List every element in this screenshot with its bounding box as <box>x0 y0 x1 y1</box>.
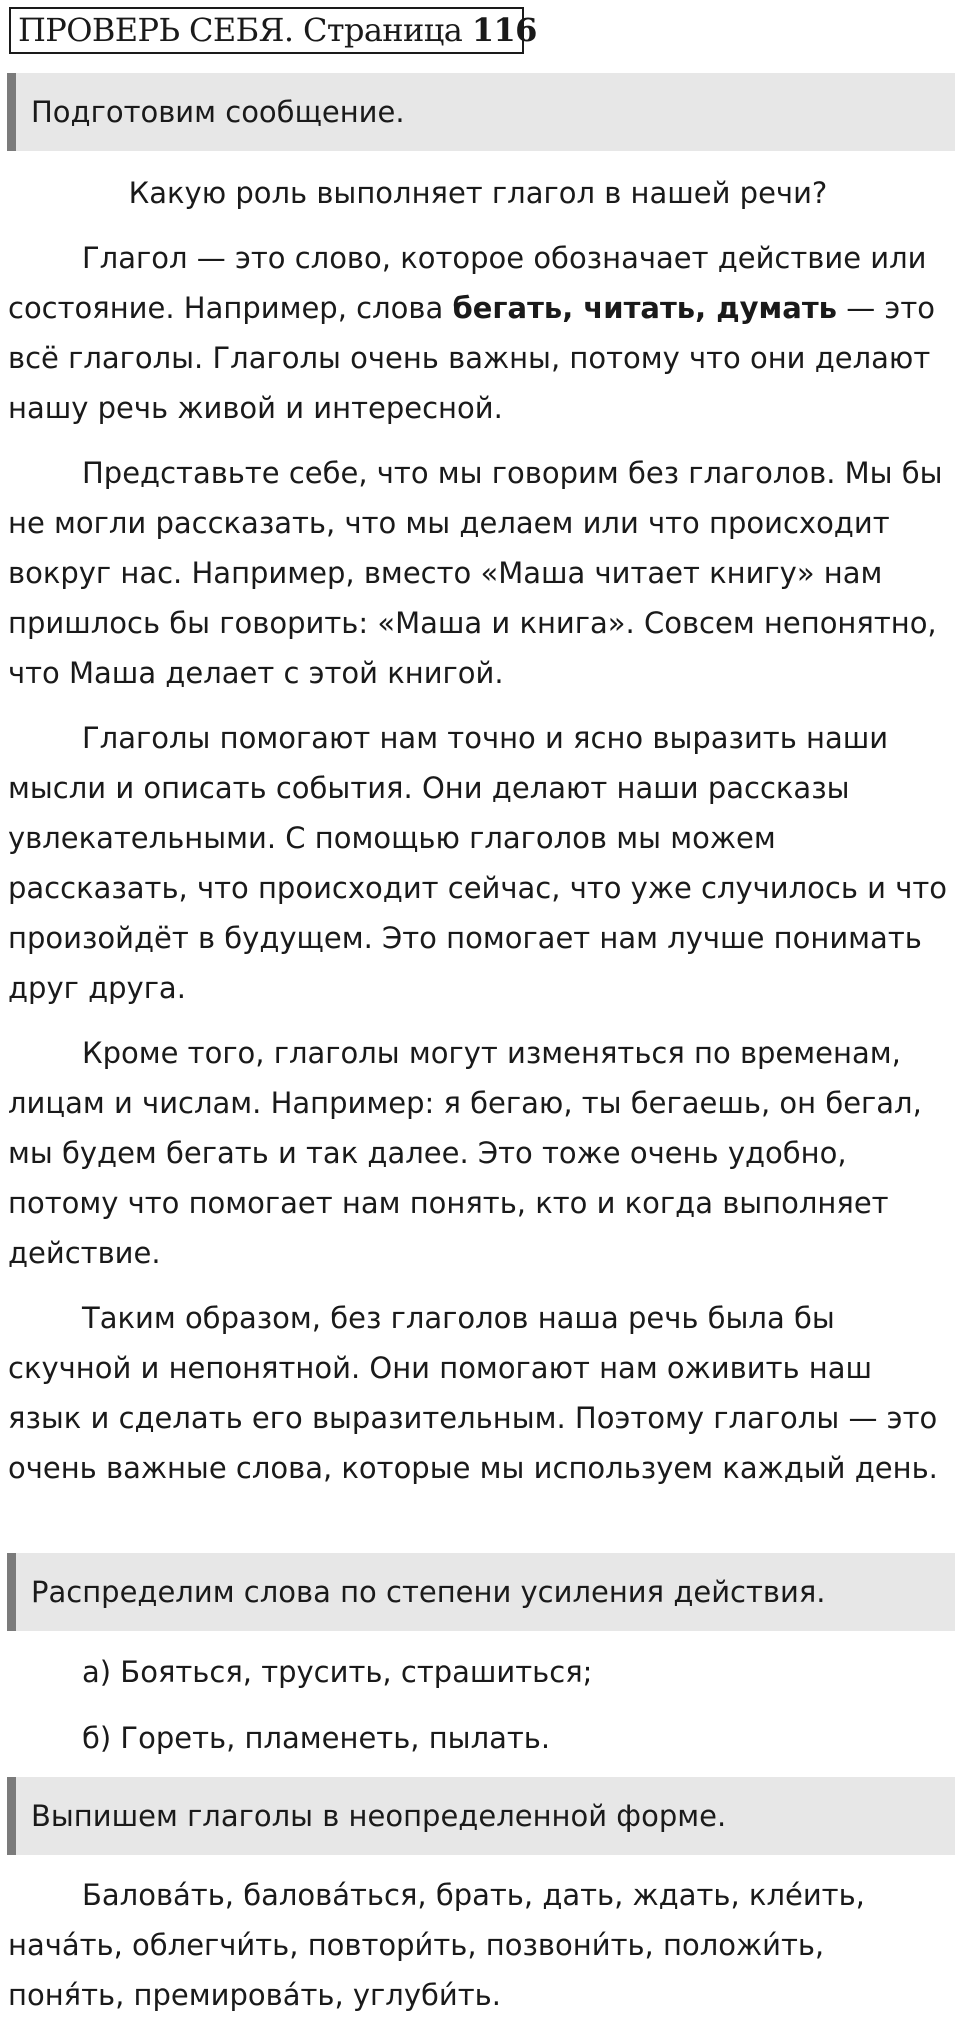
section-heading-gradation <box>7 1553 955 1631</box>
section-heading-label: Подготовим сообщение. <box>31 95 405 129</box>
paragraph-2-text: Представьте себе, что мы говорим без глаголов. Мы бы не могли рассказать, что мы делаем или что происходит вокруг нас. Например, вместо «Маша читает книгу» нам пришлось бы говорить: «Маша и книга». Совсем непонятно, что Маша делает с этой книгой. <box>8 456 943 690</box>
paragraph-3-text: Глаголы помогают нам точно и ясно выразить наши мысли и описать события. Они делают наши рассказы увлекательными. С помощью глаголов мы можем рассказать, что происходит сейчас, что уже случилось и что произойдёт в будущем. Это помогает нам лучше понимать друг друга. <box>8 721 948 1005</box>
paragraph-4 <box>8 1028 948 1278</box>
list-item-a: а) Бояться, трусить, страшиться; <box>82 1655 593 1689</box>
section-heading-message <box>7 73 955 151</box>
paragraph-2 <box>8 448 948 698</box>
paragraph-5-text: Таким образом, без глаголов наша речь была бы скучной и непонятной. Они помогают нам оживить наш язык и сделать его выразительным. Поэтому глаголы — это очень важные слова, которые мы используем каждый день. <box>8 1301 938 1485</box>
page-number: 116 <box>471 11 537 49</box>
infinitive-paragraph <box>8 1870 948 2020</box>
paragraph-1-bold: бегать, читать, думать <box>452 291 837 325</box>
section-heading-label: Распределим слова по степени усиления действия. <box>31 1575 826 1609</box>
paragraph-1-start: Глагол — это слово, которое обозначает действие или состояние. Например, слова <box>8 241 927 325</box>
section-heading-infinitive <box>7 1777 955 1855</box>
list-item-b: б) Гореть, пламенеть, пылать. <box>82 1721 551 1755</box>
question-line <box>8 168 948 218</box>
header-title: ПРОВЕРЬ СЕБЯ. Страница <box>18 11 463 49</box>
paragraph-1 <box>8 233 948 433</box>
paragraph-3 <box>8 713 948 1013</box>
page-header <box>9 7 537 54</box>
infinitive-verbs: Балова́ть, балова́ться, брать, дать, ждать, кле́ить, нача́ть, облегчи́ть, повтори́ть, позвони́ть, положи́ть, поня́ть, премирова́ть, углуби́ть. <box>8 1878 865 2012</box>
section-heading-label: Выпишем глаголы в неопределенной форме. <box>31 1799 727 1833</box>
paragraph-1-end: — это всё глаголы. Глаголы очень важны, потому что они делают нашу речь живой и интересной. <box>8 291 935 425</box>
paragraph-5 <box>8 1293 948 1493</box>
paragraph-4-text: Кроме того, глаголы могут изменяться по временам, лицам и числам. Например: я бегаю, ты бегаешь, он бегал, мы будем бегать и так далее. Это тоже очень удобно, потому что помогает нам понять, кто и когда выполняет действие. <box>8 1036 922 1270</box>
question-text: Какую роль выполняет глагол в нашей речи? <box>128 176 828 210</box>
